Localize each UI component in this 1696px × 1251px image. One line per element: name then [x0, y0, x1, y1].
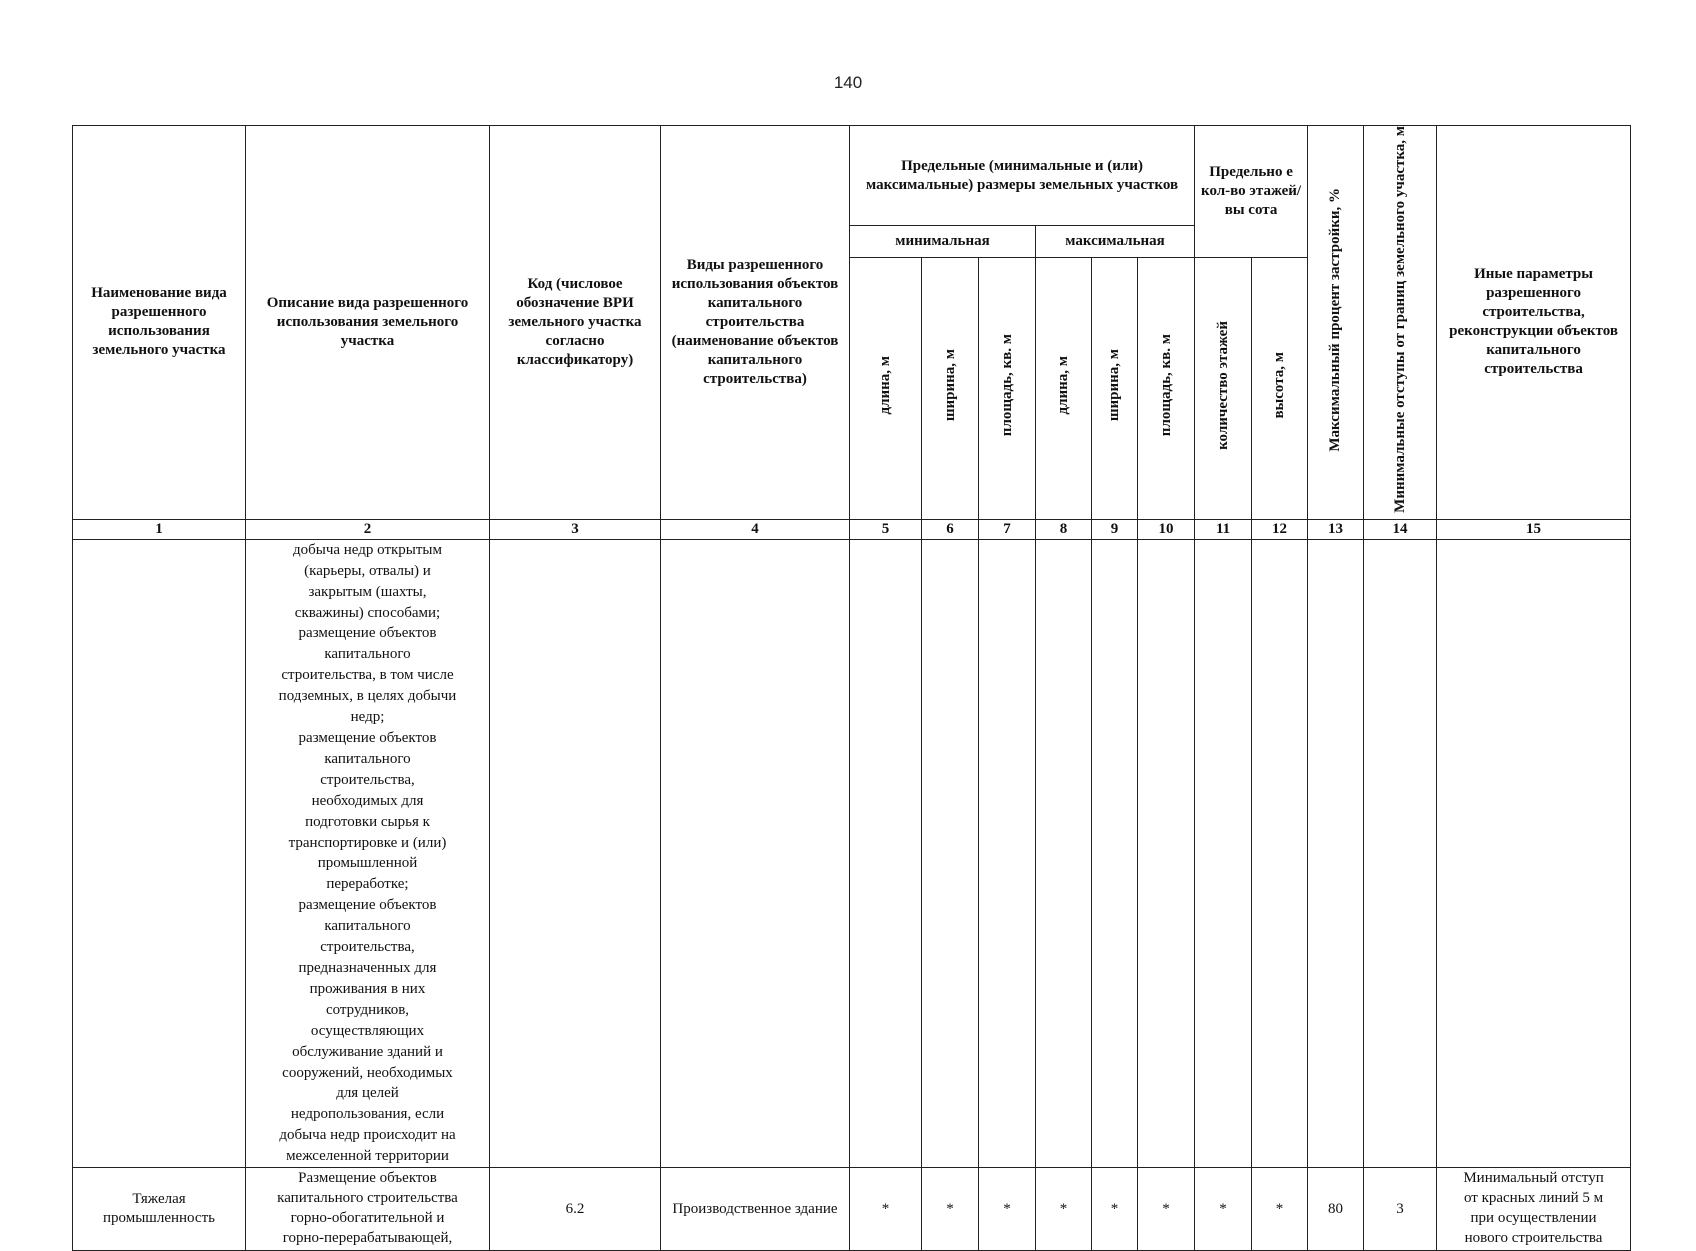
empty-cell: [73, 539, 246, 1167]
column-number-row: [73, 519, 1631, 539]
header-floors-count: количество этажей: [1195, 257, 1252, 519]
max-width-value: *: [1092, 1168, 1138, 1251]
column-number: 6: [922, 519, 979, 539]
header-floors-height: Предельно е кол-во этажей/вы сота: [1195, 126, 1308, 258]
vri-name: Тяжелая промышленность: [73, 1168, 246, 1251]
max-area-value: *: [1138, 1168, 1195, 1251]
header-min-setback: Минимальные отступы от границ земельного участка, м: [1364, 126, 1437, 520]
empty-cell: [1138, 539, 1195, 1167]
header-min-width: ширина, м: [922, 257, 979, 519]
column-number: 15: [1437, 519, 1631, 539]
column-number: 5: [850, 519, 922, 539]
column-number: 8: [1036, 519, 1092, 539]
page-number: 140: [833, 73, 863, 92]
min-area-value: *: [979, 1168, 1036, 1251]
floors-value: *: [1195, 1168, 1252, 1251]
max-coverage-value: 80: [1308, 1168, 1364, 1251]
column-number: 9: [1092, 519, 1138, 539]
header-other-parameters: Иные параметры разрешенного строительства, реконструкции объектов капитального строительства: [1437, 126, 1631, 520]
header-min-length: длина, м: [850, 257, 922, 519]
header-vri-code: Код (числовое обозначение ВРИ земельного участка согласно классификатору): [490, 126, 661, 520]
column-number: 1: [73, 519, 246, 539]
header-max-length: длина, м: [1036, 257, 1092, 519]
empty-cell: [1252, 539, 1308, 1167]
table-row: [73, 539, 1631, 1167]
empty-cell: [1195, 539, 1252, 1167]
column-number: 3: [490, 519, 661, 539]
header-max-coverage: Максимальный процент застройки, %: [1308, 126, 1364, 520]
header-vri-name: Наименование вида разрешенного использования земельного участка: [73, 126, 246, 520]
vri-code: 6.2: [490, 1168, 661, 1251]
empty-cell: [979, 539, 1036, 1167]
header-minimum: минимальная: [850, 226, 1036, 257]
empty-cell: [1364, 539, 1437, 1167]
header-maximum: максимальная: [1036, 226, 1195, 257]
empty-cell: [1036, 539, 1092, 1167]
vri-description: Размещение объектов капитального строительства горно-обогатительной и горно-перерабатывающей,: [246, 1168, 490, 1251]
other-parameters-value: Минимальный отступ от красных линий 5 м при осуществлении нового строительства: [1437, 1168, 1631, 1251]
column-number: 13: [1308, 519, 1364, 539]
min-setback-value: 3: [1364, 1168, 1437, 1251]
header-max-width: ширина, м: [1092, 257, 1138, 519]
land-use-regulations-table: [72, 125, 1631, 1251]
vri-description-continuation: добыча недр открытым (карьеры, отвалы) и закрытым (шахты, скважины) способами; размещение объектов капитального строительства, в том числе подземных, в целях добычи недр; размещение объектов капитального строительства, необходимых для подготовки сырья к транспортировке и (или) промышленной переработке; размещение объектов капитального строительства, предназначенных для проживания в них сотрудников, осуществляющих обслуживание зданий и сооружений, необходимых для целей недропользования, если добыча недр происходит на межселенной территории: [246, 539, 490, 1167]
column-number: 4: [661, 519, 850, 539]
header-max-area: площадь, кв. м: [1138, 257, 1195, 519]
max-length-value: *: [1036, 1168, 1092, 1251]
table-row: [73, 1168, 1631, 1251]
height-value: *: [1252, 1168, 1308, 1251]
column-number: 14: [1364, 519, 1437, 539]
column-number: 12: [1252, 519, 1308, 539]
column-number: 10: [1138, 519, 1195, 539]
capital-object-type: Производственное здание: [661, 1168, 850, 1251]
empty-cell: [490, 539, 661, 1167]
header-height: высота, м: [1252, 257, 1308, 519]
empty-cell: [661, 539, 850, 1167]
empty-cell: [850, 539, 922, 1167]
empty-cell: [1308, 539, 1364, 1167]
empty-cell: [1437, 539, 1631, 1167]
header-min-area: площадь, кв. м: [979, 257, 1036, 519]
min-width-value: *: [922, 1168, 979, 1251]
column-number: 2: [246, 519, 490, 539]
empty-cell: [922, 539, 979, 1167]
column-number: 7: [979, 519, 1036, 539]
column-number: 11: [1195, 519, 1252, 539]
header-vri-description: Описание вида разрешенного использования земельного участка: [246, 126, 490, 520]
header-capital-objects: Виды разрешенного использования объектов капитального строительства (наименование объектов капитального строительства): [661, 126, 850, 520]
header-plot-size-limits: Предельные (минимальные и (или) максимальные) размеры земельных участков: [850, 126, 1195, 226]
empty-cell: [1092, 539, 1138, 1167]
min-length-value: *: [850, 1168, 922, 1251]
